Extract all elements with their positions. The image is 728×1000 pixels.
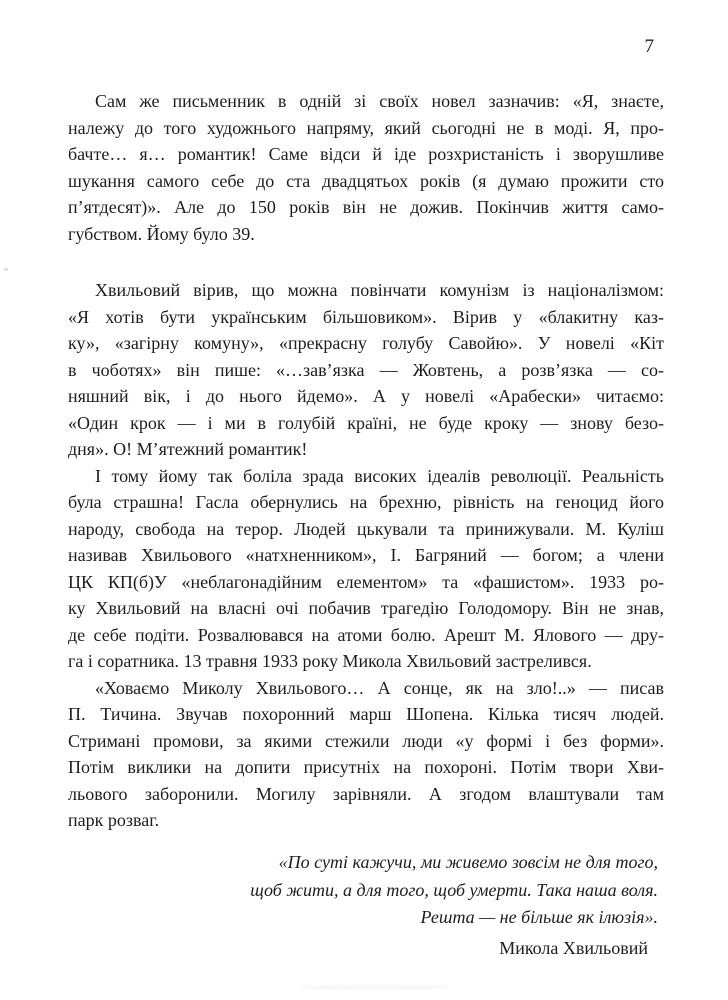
text-line: дня». О! М’ятежний романтик! — [68, 439, 308, 459]
page-number: 7 — [644, 36, 654, 57]
text-line: Стримані промови, за якими стежили люди «у формі і без форми». — [68, 730, 664, 751]
quote-line: Решта — не більше як ілюзія». — [420, 907, 658, 927]
text-line: няшний вік, і до нього йдемо». А у новелі «Арабески» читаємо: — [68, 386, 664, 406]
scan-smudge — [300, 985, 450, 990]
text-line: І тому йому так боліла зрада високих ідеалів революції. Реальність — [95, 465, 664, 486]
text-line: шукання самого себе до ста двадцятьох років (я думаю прожити сто — [68, 170, 664, 191]
text-line: га і соратника. 13 травня 1933 року Микола Хвильовий застрелився. — [68, 651, 592, 671]
paragraph — [68, 277, 664, 463]
text-line: П. Тичина. Звучав похоронний марш Шопена. Кілька тисяч людей. — [68, 704, 664, 724]
text-line: «Один крок — і ми в голубій країні, не буде кроку — знову безо- — [68, 412, 664, 433]
text-line: Сам же письменник в одній зі своїх новел зазначив: «Я, знаєте, — [95, 91, 664, 111]
text-line: називав Хвильового «натхненником», І. Багряний — богом; а члени — [68, 545, 664, 565]
text-line: парк розваг. — [68, 810, 160, 830]
text-line: в чоботях» він пише: «…зав’язка — Жовтень, а розв’язка — со- — [68, 359, 664, 380]
text-line: ку», «загірну комуну», «прекрасну голубу Савойю». У новелі «Кіт — [68, 333, 664, 353]
paragraph — [68, 463, 664, 675]
text-body — [68, 88, 664, 834]
paragraph — [68, 675, 664, 834]
text-line: «Ховаємо Миколу Хвильового… А сонце, як на зло!..» — писав — [95, 677, 664, 698]
text-line: де себе подіти. Розвалювався на атоми болю. Арешт М. Ялового — дру- — [68, 624, 664, 645]
scan-speck — [4, 268, 8, 271]
text-line: п’ятдесят)». Але до 150 років він не дожив. Покінчив життя само- — [68, 197, 664, 217]
text-line: належу до того художнього напряму, який сьогодні не в моді. Я, про- — [68, 117, 664, 138]
text-line: ЦК КП(б)У «неблагонадійним елементом» та «фашистом». 1933 ро- — [68, 571, 664, 592]
quote-lines — [68, 849, 658, 932]
text-line: бачте… я… романтик! Саме відси й іде розхристаність і зворушливе — [68, 144, 664, 164]
quote-line: «По суті кажучи, ми живемо зовсім не для того, — [278, 852, 658, 872]
text-line: льового заборонили. Могилу зарівняли. А згодом влаштували там — [68, 783, 664, 804]
text-line: Потім виклики на допити присутніх на похороні. Потім твори Хви- — [68, 757, 664, 777]
paragraph — [68, 88, 664, 247]
closing-quote — [68, 849, 658, 962]
text-line: Хвильовий вірив, що можна повінчати комунізм із націоналізмом: — [95, 280, 664, 300]
quote-line: щоб жити, а для того, щоб умерти. Така наша воля. — [250, 879, 658, 900]
quote-attribution: Микола Хвильовий — [499, 937, 648, 958]
text-line: губством. Йому було 39. — [68, 223, 255, 244]
text-line: була страшна! Гасла обернулись на брехню, рівність на геноцид його — [68, 492, 664, 512]
text-line: ку Хвильовий на власні очі побачив трагедію Голодомору. Він не знав, — [68, 598, 664, 618]
text-line: народу, свобода на терор. Людей цькували та принижували. М. Куліш — [68, 518, 664, 539]
text-line: «Я хотів бути українським більшовиком». Вірив у «блакитну каз- — [68, 306, 664, 327]
